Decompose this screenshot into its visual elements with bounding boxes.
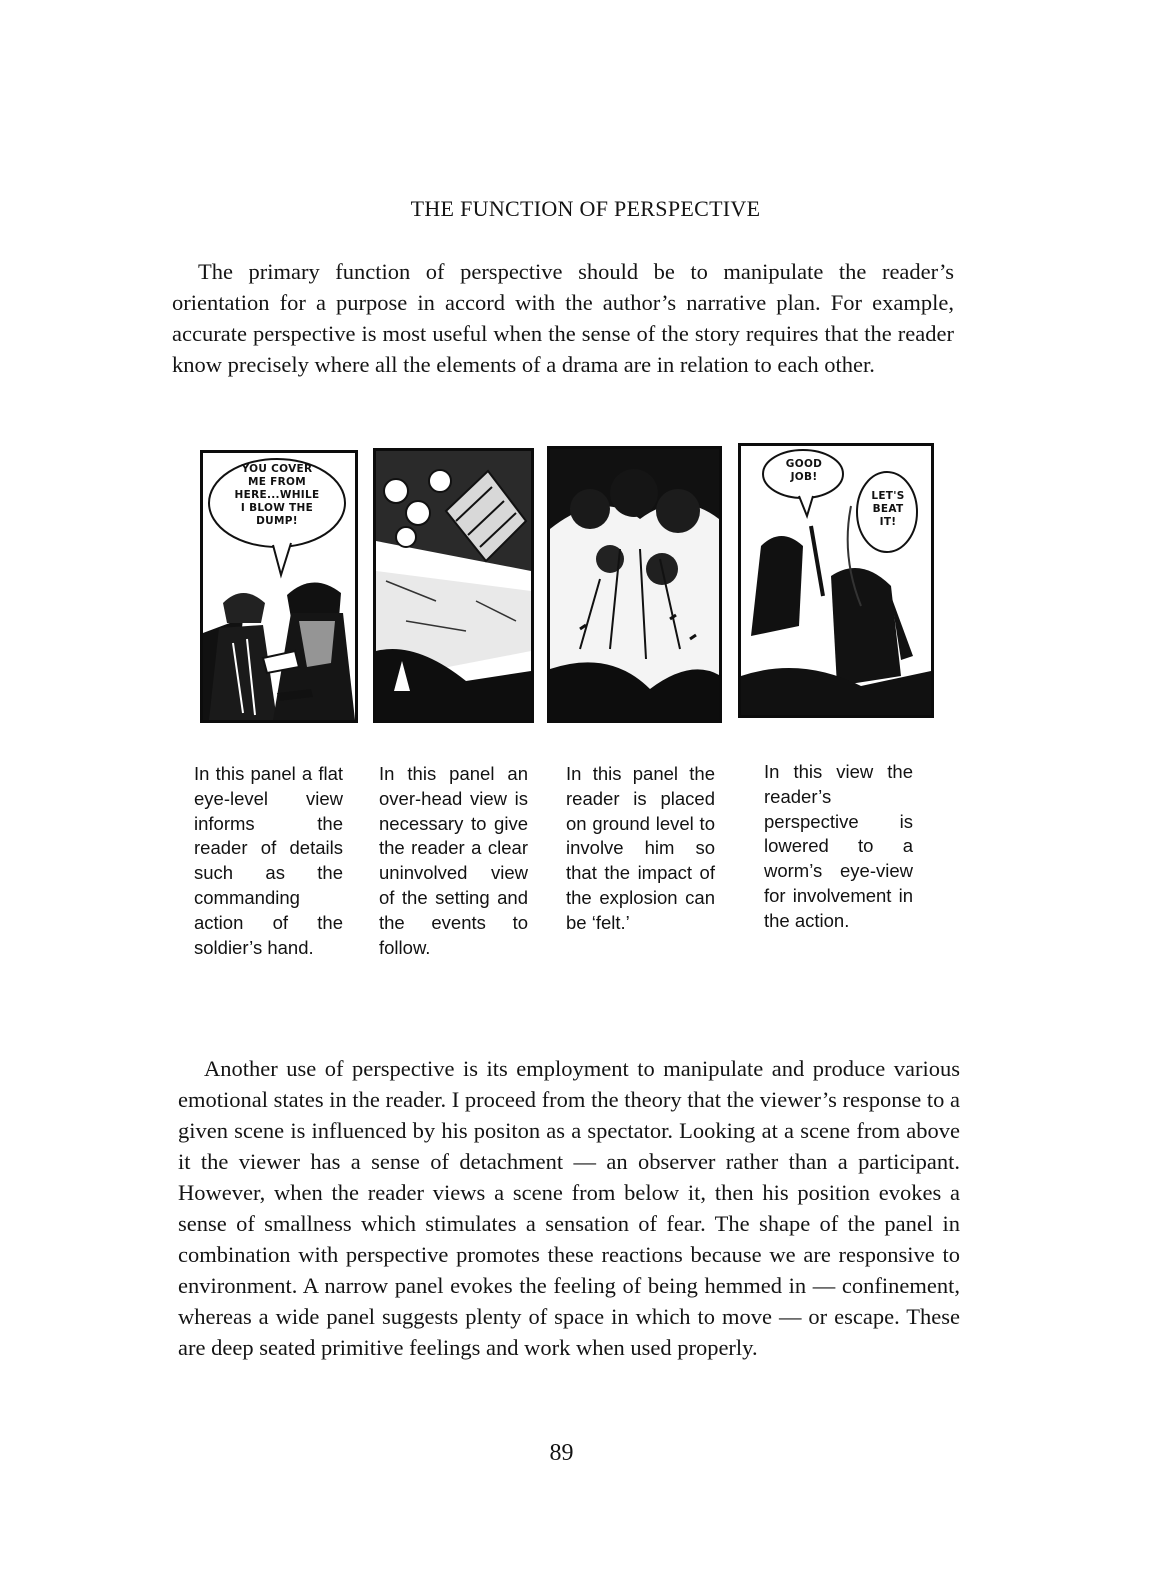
- comic-panel-ground-level: [547, 446, 722, 723]
- page-number: 89: [549, 1440, 574, 1466]
- speech-balloon-good-job: GOOD JOB!: [785, 458, 823, 483]
- worms-eye-soldiers-drawing: [741, 446, 931, 715]
- caption-worms-eye: In this view the reader’s perspective is lowered to a worm’s eye-view for involvement in the action.: [764, 761, 913, 931]
- speech-balloon-lets-beat-it: LET'S BEAT IT!: [871, 490, 905, 528]
- ground-level-explosion-drawing: [550, 449, 719, 720]
- comic-panel-eye-level: [200, 450, 358, 723]
- comic-panel-worms-eye: [738, 443, 934, 718]
- caption-eye-level: In this panel a flat eye-level view informs the reader of details such as the commanding action of the soldier’s hand.: [194, 763, 343, 958]
- overhead-dump-drawing: [376, 451, 531, 720]
- emotional-states-paragraph: Another use of perspective is its employment to manipulate and produce various emotional states in the reader. I proceed from the theory that the viewer’s response to a given scene is influenced by his positon as a spectator. Looking at a scene from above it the viewer has a sense of detachment — an observer rather than a participant. However, when the reader views a scene from below it, then his position evokes a sense of smallness which stimulates a sensation of fear. The shape of the panel in combination with perspective promotes these reactions because we are responsive to environment. A narrow panel evokes the feeling of being hemmed in — confinement, whereas a wide panel suggests plenty of space in which to move — or escape. These are deep seated primitive feelings and work when used properly.: [178, 1056, 960, 1360]
- caption-overhead: In this panel an over-head view is necessary to give the reader a clear uninvolved view of the setting and the events to follow.: [379, 763, 528, 958]
- comic-panel-overhead: [373, 448, 534, 723]
- page-title: THE FUNCTION OF PERSPECTIVE: [410, 196, 761, 221]
- caption-ground-level: In this panel the reader is placed on ground level to involve him so that the impact of the explosion can be ‘felt.’: [566, 763, 715, 933]
- speech-balloon-cover-me: YOU COVER ME FROM HERE...WHILE I BLOW THE DUMP!: [234, 463, 320, 527]
- intro-paragraph: The primary function of perspective should be to manipulate the reader’s orientation for a purpose in accord with the author’s narrative plan. For example, accurate perspective is most useful when the sense of the story requires that the reader know precisely where all the elements of a drama are in relation to each other.: [172, 259, 954, 377]
